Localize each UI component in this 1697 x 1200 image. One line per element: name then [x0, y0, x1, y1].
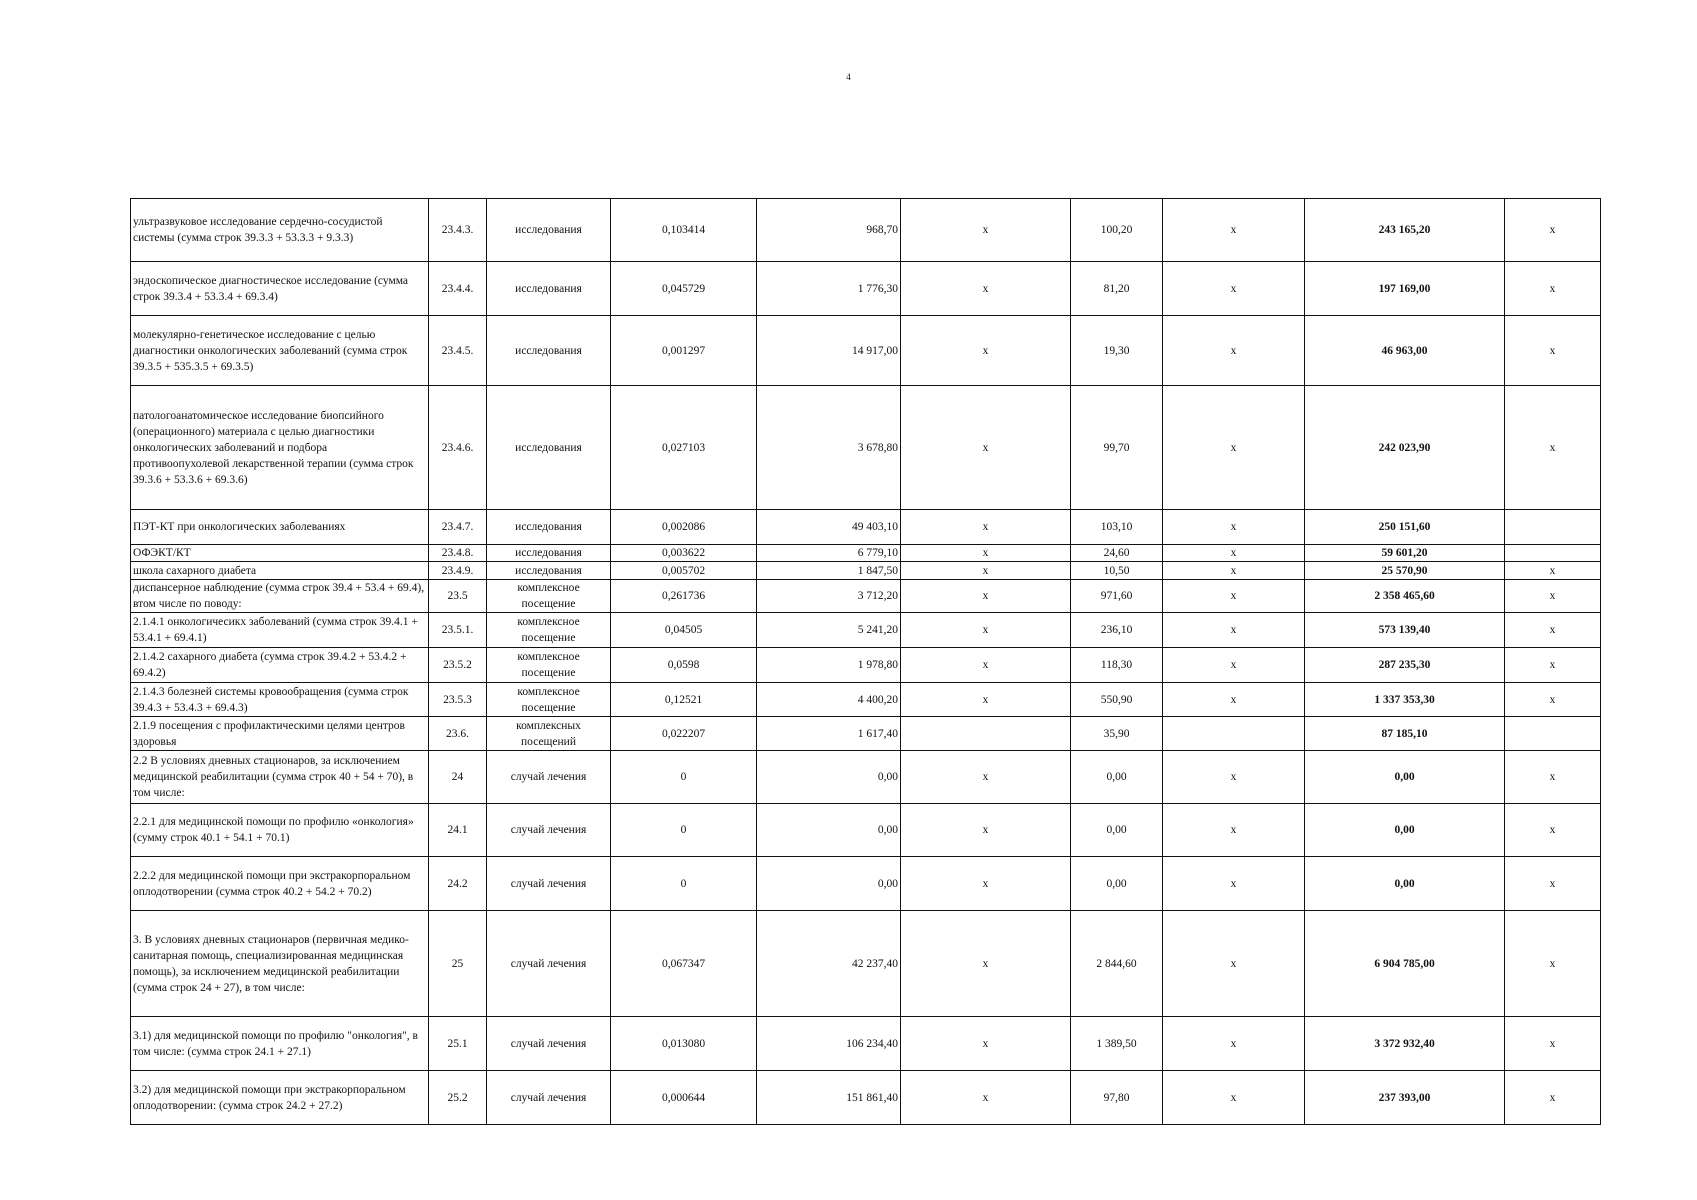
cell-col-x-b: х: [1163, 911, 1305, 1017]
table-row: [131, 545, 1601, 562]
page-number: 4: [846, 72, 851, 82]
table-row: [131, 262, 1601, 316]
cell-volume-per-person: 0,045729: [611, 262, 757, 316]
cell-cost-per-unit: 0,00: [757, 751, 901, 804]
cell-per-capita-value: 971,60: [1071, 580, 1163, 613]
cell-row-code: 23.4.9.: [429, 562, 487, 580]
cell-row-label: школа сахарного диабета: [131, 562, 429, 580]
cell-unit: комплексное посещение: [487, 613, 611, 648]
cell-col-x-b: х: [1163, 262, 1305, 316]
cell-col-x-b: х: [1163, 580, 1305, 613]
cell-col-x-a: х: [901, 911, 1071, 1017]
cell-col-x-b: х: [1163, 386, 1305, 510]
cell-unit: комплексное посещение: [487, 580, 611, 613]
cell-col-x-b: х: [1163, 1071, 1305, 1125]
cell-total-cost: 87 185,10: [1305, 717, 1505, 751]
cell-row-code: 25.2: [429, 1071, 487, 1125]
cell-cost-per-unit: 968,70: [757, 199, 901, 262]
cell-row-label: 2.2.1 для медицинской помощи по профилю «онкология» (сумму строк 40.1 + 54.1 + 70.1): [131, 804, 429, 857]
cell-col-x-c: х: [1505, 911, 1601, 1017]
cell-total-cost: 0,00: [1305, 857, 1505, 911]
cell-col-x-a: х: [901, 562, 1071, 580]
cell-col-x-a: х: [901, 510, 1071, 545]
table-row: [131, 717, 1601, 751]
cell-col-x-b: х: [1163, 613, 1305, 648]
cell-total-cost: 0,00: [1305, 804, 1505, 857]
cell-per-capita-value: 0,00: [1071, 857, 1163, 911]
table-row: [131, 316, 1601, 386]
cell-unit: исследования: [487, 262, 611, 316]
cell-row-label: 3. В условиях дневных стационаров (первичная медико-санитарная помощь, специализированная медицинская помощь), за исключением медицинской реабилитации (сумма строк 24 + 27), в том числе:: [131, 911, 429, 1017]
cell-cost-per-unit: 6 779,10: [757, 545, 901, 562]
cell-row-label: молекулярно-генетическое исследование с целью диагностики онкологических заболеваний (сумма строк 39.3.5 + 535.3.5 + 69.3.5): [131, 316, 429, 386]
cell-unit: случай лечения: [487, 911, 611, 1017]
table-row: [131, 1071, 1601, 1125]
cell-col-x-a: х: [901, 199, 1071, 262]
cell-col-x-a: х: [901, 648, 1071, 683]
cell-col-x-b: х: [1163, 316, 1305, 386]
table-row: [131, 1017, 1601, 1071]
cell-col-x-b: х: [1163, 199, 1305, 262]
cell-row-code: 23.5.2: [429, 648, 487, 683]
cell-row-label: 2.1.4.3 болезней системы кровообращения (сумма строк 39.4.3 + 53.4.3 + 69.4.3): [131, 683, 429, 717]
cell-row-label: 3.2) для медицинской помощи при экстракорпоральном оплодотворении: (сумма строк 24.2 + 27.2): [131, 1071, 429, 1125]
cell-unit: случай лечения: [487, 804, 611, 857]
cell-total-cost: 6 904 785,00: [1305, 911, 1505, 1017]
cell-volume-per-person: 0,000644: [611, 1071, 757, 1125]
cell-col-x-b: х: [1163, 648, 1305, 683]
cell-col-x-b: х: [1163, 1017, 1305, 1071]
cell-col-x-c: [1505, 717, 1601, 751]
cell-cost-per-unit: 14 917,00: [757, 316, 901, 386]
cell-cost-per-unit: 1 617,40: [757, 717, 901, 751]
cell-cost-per-unit: 1 847,50: [757, 562, 901, 580]
cell-row-code: 23.4.5.: [429, 316, 487, 386]
cell-per-capita-value: 97,80: [1071, 1071, 1163, 1125]
cell-cost-per-unit: 42 237,40: [757, 911, 901, 1017]
cell-row-code: 24.1: [429, 804, 487, 857]
cell-per-capita-value: 24,60: [1071, 545, 1163, 562]
cell-col-x-b: х: [1163, 751, 1305, 804]
table-row: [131, 804, 1601, 857]
cell-volume-per-person: 0: [611, 804, 757, 857]
cell-col-x-b: х: [1163, 683, 1305, 717]
cell-volume-per-person: 0,027103: [611, 386, 757, 510]
cell-unit: случай лечения: [487, 857, 611, 911]
cell-volume-per-person: 0,0598: [611, 648, 757, 683]
cell-total-cost: 242 023,90: [1305, 386, 1505, 510]
cell-col-x-a: х: [901, 580, 1071, 613]
cell-col-x-c: х: [1505, 1071, 1601, 1125]
cell-col-x-a: х: [901, 804, 1071, 857]
cell-total-cost: 287 235,30: [1305, 648, 1505, 683]
data-table: [130, 198, 1601, 1125]
cell-total-cost: 2 358 465,60: [1305, 580, 1505, 613]
cell-per-capita-value: 550,90: [1071, 683, 1163, 717]
cell-total-cost: 3 372 932,40: [1305, 1017, 1505, 1071]
cell-row-label: 3.1) для медицинской помощи по профилю "онкология", в том числе: (сумма строк 24.1 + 27.1): [131, 1017, 429, 1071]
table-row: [131, 199, 1601, 262]
cell-col-x-c: [1505, 510, 1601, 545]
cell-per-capita-value: 99,70: [1071, 386, 1163, 510]
cell-row-label: ОФЭКТ/КТ: [131, 545, 429, 562]
cell-volume-per-person: 0,005702: [611, 562, 757, 580]
cell-row-label: 2.2 В условиях дневных стационаров, за исключением медицинской реабилитации (сумма строк 40 + 54 + 70), в том числе:: [131, 751, 429, 804]
cell-per-capita-value: 81,20: [1071, 262, 1163, 316]
cell-cost-per-unit: 5 241,20: [757, 613, 901, 648]
cell-row-code: 23.5.1.: [429, 613, 487, 648]
cell-row-label: ПЭТ-КТ при онкологических заболеваниях: [131, 510, 429, 545]
cell-unit: случай лечения: [487, 1017, 611, 1071]
cell-total-cost: 59 601,20: [1305, 545, 1505, 562]
cell-col-x-c: х: [1505, 562, 1601, 580]
cell-volume-per-person: 0,067347: [611, 911, 757, 1017]
cell-row-code: 23.4.6.: [429, 386, 487, 510]
cell-col-x-a: х: [901, 613, 1071, 648]
table-row: [131, 613, 1601, 648]
cell-total-cost: 46 963,00: [1305, 316, 1505, 386]
cell-row-label: диспансерное наблюдение (сумма строк 39.4 + 53.4 + 69.4), втом числе по поводу:: [131, 580, 429, 613]
cell-row-label: эндоскопическое диагностическое исследование (сумма строк 39.3.4 + 53.3.4 + 69.3.4): [131, 262, 429, 316]
cell-col-x-a: х: [901, 316, 1071, 386]
cell-col-x-c: х: [1505, 580, 1601, 613]
cell-cost-per-unit: 0,00: [757, 804, 901, 857]
cell-row-code: 23.5: [429, 580, 487, 613]
table-row: [131, 751, 1601, 804]
cell-col-x-c: х: [1505, 316, 1601, 386]
cell-per-capita-value: 19,30: [1071, 316, 1163, 386]
cell-col-x-c: х: [1505, 386, 1601, 510]
cell-unit: исследования: [487, 316, 611, 386]
cell-row-code: 24.2: [429, 857, 487, 911]
cell-col-x-c: [1505, 545, 1601, 562]
table-row: [131, 580, 1601, 613]
cell-volume-per-person: 0: [611, 857, 757, 911]
cell-volume-per-person: 0,022207: [611, 717, 757, 751]
cell-per-capita-value: 103,10: [1071, 510, 1163, 545]
cell-unit: случай лечения: [487, 751, 611, 804]
cell-col-x-c: х: [1505, 199, 1601, 262]
cell-total-cost: 250 151,60: [1305, 510, 1505, 545]
cell-col-x-c: х: [1505, 613, 1601, 648]
cell-col-x-a: х: [901, 1017, 1071, 1071]
cell-volume-per-person: 0,12521: [611, 683, 757, 717]
cell-volume-per-person: 0,261736: [611, 580, 757, 613]
cell-volume-per-person: 0,04505: [611, 613, 757, 648]
cell-total-cost: 0,00: [1305, 751, 1505, 804]
cell-col-x-c: х: [1505, 683, 1601, 717]
cell-col-x-a: х: [901, 1071, 1071, 1125]
table-row: [131, 857, 1601, 911]
cell-col-x-c: х: [1505, 648, 1601, 683]
cell-row-code: 23.4.8.: [429, 545, 487, 562]
cell-total-cost: 573 139,40: [1305, 613, 1505, 648]
table-row: [131, 683, 1601, 717]
cell-cost-per-unit: 49 403,10: [757, 510, 901, 545]
cell-col-x-a: х: [901, 386, 1071, 510]
cell-volume-per-person: 0,013080: [611, 1017, 757, 1071]
cell-row-code: 25.1: [429, 1017, 487, 1071]
cell-unit: случай лечения: [487, 1071, 611, 1125]
cell-row-code: 24: [429, 751, 487, 804]
table-row: [131, 648, 1601, 683]
cell-per-capita-value: 10,50: [1071, 562, 1163, 580]
cell-cost-per-unit: 106 234,40: [757, 1017, 901, 1071]
cell-unit: исследования: [487, 562, 611, 580]
cell-col-x-b: х: [1163, 510, 1305, 545]
cell-col-x-c: х: [1505, 804, 1601, 857]
cell-row-code: 23.5.3: [429, 683, 487, 717]
cell-cost-per-unit: 4 400,20: [757, 683, 901, 717]
cell-total-cost: 1 337 353,30: [1305, 683, 1505, 717]
cell-col-x-b: х: [1163, 562, 1305, 580]
cell-unit: исследования: [487, 386, 611, 510]
table-row: [131, 510, 1601, 545]
cell-unit: комплексное посещение: [487, 683, 611, 717]
table-row: [131, 562, 1601, 580]
cell-col-x-a: х: [901, 683, 1071, 717]
cell-total-cost: 197 169,00: [1305, 262, 1505, 316]
cell-unit: комплексное посещение: [487, 648, 611, 683]
table-row: [131, 911, 1601, 1017]
cell-row-label: 2.2.2 для медицинской помощи при экстракорпоральном оплодотворении (сумма строк 40.2 + 54.2 + 70.2): [131, 857, 429, 911]
cell-unit: исследования: [487, 510, 611, 545]
cell-row-label: 2.1.4.2 сахарного диабета (сумма строк 39.4.2 + 53.4.2 + 69.4.2): [131, 648, 429, 683]
cell-col-x-b: х: [1163, 857, 1305, 911]
cell-volume-per-person: 0,103414: [611, 199, 757, 262]
cell-row-code: 25: [429, 911, 487, 1017]
cell-row-code: 23.4.7.: [429, 510, 487, 545]
cell-unit: комплексных посещений: [487, 717, 611, 751]
cell-per-capita-value: 236,10: [1071, 613, 1163, 648]
cell-col-x-b: [1163, 717, 1305, 751]
cell-cost-per-unit: 1 776,30: [757, 262, 901, 316]
cell-col-x-c: х: [1505, 262, 1601, 316]
cell-col-x-a: х: [901, 545, 1071, 562]
cell-volume-per-person: 0: [611, 751, 757, 804]
cell-row-code: 23.4.4.: [429, 262, 487, 316]
cell-cost-per-unit: 151 861,40: [757, 1071, 901, 1125]
cell-volume-per-person: 0,003622: [611, 545, 757, 562]
cell-unit: исследования: [487, 199, 611, 262]
cell-col-x-a: х: [901, 857, 1071, 911]
cell-row-code: 23.6.: [429, 717, 487, 751]
cell-col-x-c: х: [1505, 751, 1601, 804]
cell-per-capita-value: 35,90: [1071, 717, 1163, 751]
cell-row-label: 2.1.4.1 онкологичесикх заболеваний (сумма строк 39.4.1 + 53.4.1 + 69.4.1): [131, 613, 429, 648]
cell-cost-per-unit: 0,00: [757, 857, 901, 911]
cell-row-label: 2.1.9 посещения с профилактическими целями центров здоровья: [131, 717, 429, 751]
cell-col-x-b: х: [1163, 804, 1305, 857]
cell-col-x-a: х: [901, 262, 1071, 316]
cell-total-cost: 243 165,20: [1305, 199, 1505, 262]
cell-col-x-c: х: [1505, 857, 1601, 911]
cell-col-x-a: х: [901, 751, 1071, 804]
cell-col-x-b: х: [1163, 545, 1305, 562]
cell-per-capita-value: 2 844,60: [1071, 911, 1163, 1017]
cell-total-cost: 25 570,90: [1305, 562, 1505, 580]
cell-row-code: 23.4.3.: [429, 199, 487, 262]
cell-per-capita-value: 0,00: [1071, 804, 1163, 857]
cell-per-capita-value: 0,00: [1071, 751, 1163, 804]
cell-cost-per-unit: 3 678,80: [757, 386, 901, 510]
cell-volume-per-person: 0,001297: [611, 316, 757, 386]
cell-per-capita-value: 118,30: [1071, 648, 1163, 683]
cell-row-label: ультразвуковое исследование сердечно-сосудистой системы (сумма строк 39.3.3 + 53.3.3 + 9.3.3): [131, 199, 429, 262]
cell-row-label: патологоанатомическое исследование биопсийного (операционного) материала с целью диагностики онкологических заболеваний и подбора противоопухолевой лекарственной терапии (сумма строк 39.3.6 + 53.3.6 + 69.3.6): [131, 386, 429, 510]
table-row: [131, 386, 1601, 510]
cell-cost-per-unit: 1 978,80: [757, 648, 901, 683]
cell-col-x-a: [901, 717, 1071, 751]
cell-volume-per-person: 0,002086: [611, 510, 757, 545]
cell-per-capita-value: 100,20: [1071, 199, 1163, 262]
cell-unit: исследования: [487, 545, 611, 562]
cell-col-x-c: х: [1505, 1017, 1601, 1071]
cell-per-capita-value: 1 389,50: [1071, 1017, 1163, 1071]
cell-cost-per-unit: 3 712,20: [757, 580, 901, 613]
cell-total-cost: 237 393,00: [1305, 1071, 1505, 1125]
